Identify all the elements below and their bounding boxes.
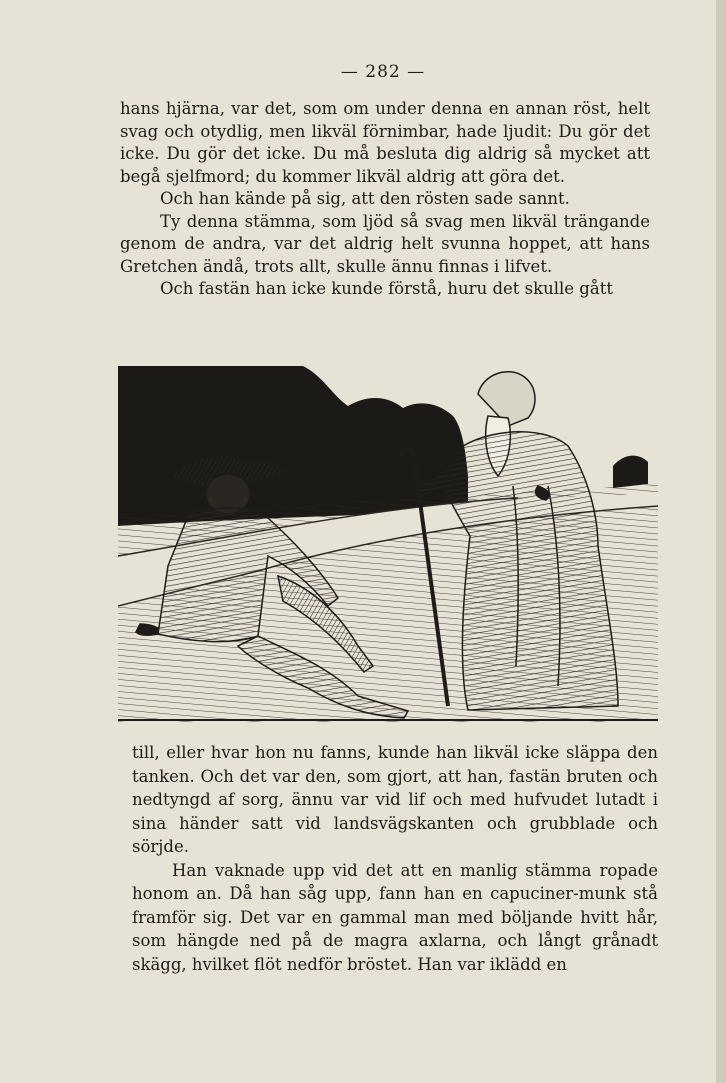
text-block-top <box>120 98 650 301</box>
paragraph: Och han kände på sig, att den rösten sade sannt. <box>160 189 570 208</box>
paragraph: hans hjärna, var det, som om under denna en annan röst, helt svag och otydlig, men likväl förnimbar, hade ljudit: Du gör det icke. Du gör det icke. Du må besluta dig aldrig så mycket att begå sjelfmord; du kommer likväl aldrig att göra det. <box>120 99 650 186</box>
text-block-bottom <box>132 741 658 976</box>
paragraph: Och fastän han icke kunde förstå, huru det skulle gått <box>160 279 613 298</box>
paragraph: Han vaknade upp vid det att en manlig stämma ropade honom an. Då han såg upp, fann han en capuciner-munk stå framför sig. Det var en gammal man med böljande hvitt hår, som hängde ned på de magra axlarna, och långt grånadt skägg, hvilket flöt nedför bröstet. Han var iklädd en <box>132 860 658 974</box>
illustration-monk-and-wanderer <box>118 366 658 722</box>
paragraph: Ty denna stämma, som ljöd så svag men likväl trängande genom de andra, var det aldrig helt svunna hoppet, att hans Gretchen ändå, trots allt, skulle ännu finnas i lifvet. <box>120 211 650 276</box>
paragraph: till, eller hvar hon nu fanns, kunde han likväl icke släppa den tanken. Och det var den, som gjort, att han, fastän bruten och nedtyngd af sorg, ännu var vid lif och med hufvudet lutadt i sina händer satt vid landsvägskanten och grubblade och sörjde. <box>132 743 658 856</box>
page-number: — 282 — <box>340 62 426 82</box>
